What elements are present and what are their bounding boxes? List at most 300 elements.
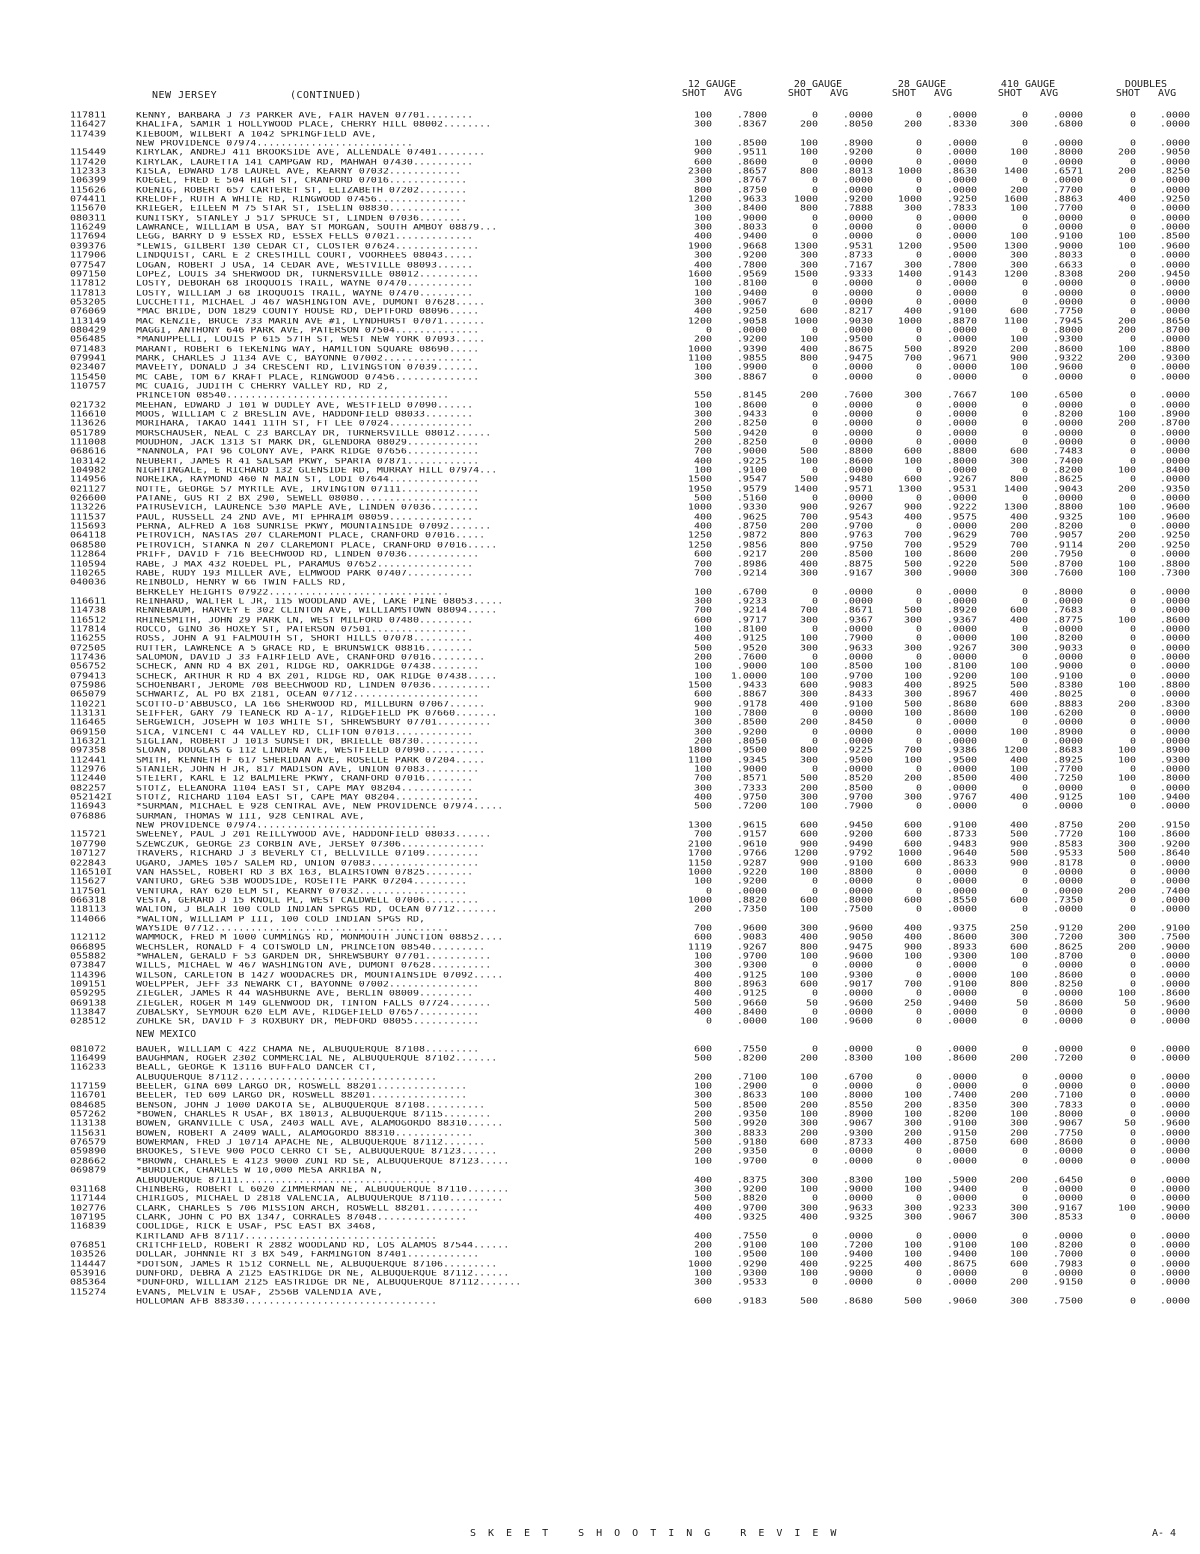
- shot-doubles: 200: [1117, 886, 1136, 896]
- avg-12: .7550: [736, 1231, 767, 1241]
- shot-28: 0: [915, 1082, 922, 1091]
- avg-doubles: .0000: [1159, 447, 1190, 457]
- avg-28: .9400: [946, 1185, 977, 1194]
- avg-12: .9390: [736, 344, 767, 354]
- avg-doubles: .0000: [1159, 1147, 1190, 1157]
- shot-12: 100: [693, 139, 712, 148]
- avg-410: .6200: [1052, 709, 1083, 718]
- shot-doubles: 0: [1129, 597, 1136, 606]
- avg-28: .0000: [946, 288, 977, 298]
- avg-410: .0000: [1052, 223, 1083, 232]
- member-id: 112864: [70, 550, 107, 559]
- shot-20: 200: [799, 120, 818, 130]
- avg-28: .0000: [946, 466, 977, 475]
- shot-doubles: 500: [1117, 849, 1136, 858]
- avg-410: .7350: [1052, 896, 1083, 905]
- shot-410: 0: [1021, 1231, 1028, 1241]
- shot-12: 300: [693, 1185, 712, 1194]
- shot-410: 0: [1021, 223, 1028, 232]
- avg-doubles: .0000: [1159, 1297, 1190, 1306]
- avg-doubles: .0000: [1159, 1008, 1190, 1017]
- shot-28: 100: [903, 550, 922, 559]
- member-id: 059890: [70, 1147, 107, 1157]
- table-row: [70, 402, 1200, 409]
- avg-12: .9300: [736, 961, 767, 971]
- avg-12: .8375: [736, 1175, 767, 1185]
- member-name-address: ZIEGLER, JAMES R 44 WASHBURNE AVE, BERLIN 08009.........: [136, 990, 474, 998]
- member-name-address: MAC KENZIE, BRUCE 733 MARIN AVE #1, LYNDHURST 07071.......: [136, 317, 486, 325]
- avg-doubles: .0000: [1159, 1072, 1190, 1082]
- avg-12: .9700: [736, 1203, 767, 1213]
- avg-28: .0000: [946, 335, 977, 345]
- shot-doubles: 200: [1117, 167, 1136, 176]
- member-name-address: *WHALEN, GERALD F 53 GARDEN DR, SHREWSBURY 07701...........: [136, 952, 492, 960]
- avg-20: .8050: [842, 120, 873, 130]
- shot-doubles: 0: [1129, 204, 1136, 214]
- shot-doubles: 0: [1129, 288, 1136, 298]
- shot-28: 0: [915, 1231, 922, 1241]
- avg-28: .9671: [946, 354, 977, 363]
- member-name-address: BEELER, GINA 609 LARGO DR, ROSWELL 88201...............: [136, 1083, 468, 1091]
- avg-12: .9125: [736, 970, 767, 980]
- shot-410: 0: [1021, 1269, 1028, 1278]
- avg-doubles: .8000: [1159, 774, 1190, 784]
- avg-28: .0000: [946, 727, 977, 737]
- avg-28: .0000: [946, 185, 977, 195]
- avg-doubles: .0000: [1159, 214, 1190, 223]
- avg-20: .8433: [842, 690, 873, 700]
- avg-28: .0000: [946, 111, 977, 120]
- avg-20: .0000: [842, 466, 873, 475]
- avg-28: .8600: [946, 1054, 977, 1063]
- shot-doubles: 0: [1129, 952, 1136, 961]
- shot-doubles: 0: [1129, 1138, 1136, 1147]
- member-id: 065079: [70, 690, 107, 700]
- table-row: [70, 131, 1200, 138]
- shot-410: 300: [1009, 456, 1028, 466]
- avg-20: .9300: [842, 970, 873, 980]
- member-id: 115721: [70, 830, 107, 840]
- member-name-address: EVANS, MELVIN E USAF, 2556B VALENDIA AVE,: [136, 1288, 383, 1296]
- table-row: [70, 168, 1200, 175]
- shot-doubles: 0: [1129, 896, 1136, 905]
- avg-410: .8380: [1052, 681, 1083, 690]
- shot-20: 0: [811, 279, 818, 288]
- member-name-address: *BOWEN, CHARLES R USAF, BX 18013, ALBUQUERQUE 87115........: [136, 1111, 492, 1119]
- avg-doubles: .0000: [1159, 1082, 1190, 1091]
- shot-28: 0: [915, 494, 922, 503]
- shot-12: 900: [693, 148, 712, 158]
- member-id: 053916: [70, 1269, 107, 1278]
- shot-20: 100: [799, 802, 818, 812]
- member-name-address: KIRYLAK, LAURETTA 141 CAMPGAW RD, MAHWAH 07430..........: [136, 158, 474, 166]
- table-row: [70, 1223, 1200, 1230]
- table-row: [70, 187, 1200, 194]
- shot-12: 700: [693, 447, 712, 457]
- shot-410: 0: [1021, 326, 1028, 335]
- member-id: 115626: [70, 185, 107, 195]
- avg-410: .9325: [1052, 513, 1083, 522]
- shot-20: 800: [799, 746, 818, 756]
- member-id: 117906: [70, 251, 107, 260]
- member-name-address: RENNEBAUM, HARVEY E 302 CLINTON AVE, WILLIAMSTOWN 08094.....: [136, 607, 498, 615]
- avg-28: .0000: [946, 587, 977, 597]
- avg-doubles: .9600: [1159, 1119, 1190, 1129]
- shot-410: 1400: [1003, 167, 1028, 176]
- shot-20: 100: [799, 456, 818, 466]
- shot-410: 0: [1021, 868, 1028, 877]
- shot-12: 500: [693, 998, 712, 1008]
- shot-410: 200: [1009, 1054, 1028, 1063]
- member-name-address: BAUGHMAN, ROGER 2302 COMMERCIAL NE, ALBUQUERQUE 87102.......: [136, 1055, 498, 1063]
- avg-28: .0000: [946, 223, 977, 232]
- member-id: 116249: [70, 223, 107, 232]
- member-name-address: PRIFF, DAVID F 716 BEECHWOOD RD, LINDEN 07036............: [136, 551, 480, 559]
- table-row: [70, 318, 1200, 325]
- avg-20: .9475: [842, 354, 873, 363]
- member-id: 116512: [70, 615, 107, 625]
- avg-20: .9050: [842, 933, 873, 943]
- member-name-address: COOLIDGE, RICK E USAF, PSC EAST BX 3468,: [136, 1223, 377, 1231]
- shot-12: 200: [693, 335, 712, 345]
- table-row: [70, 262, 1200, 269]
- avg-12: .8367: [736, 120, 767, 130]
- member-id: 081072: [70, 1044, 107, 1054]
- avg-410: .0000: [1052, 494, 1083, 503]
- shot-28: 0: [915, 961, 922, 971]
- member-id: 112976: [70, 765, 107, 774]
- shot-410: 400: [1009, 821, 1028, 830]
- avg-doubles: .9300: [1159, 755, 1190, 765]
- shot-410: 1100: [1003, 316, 1028, 326]
- shot-doubles: 100: [1117, 513, 1136, 522]
- table-row: [70, 1205, 1200, 1212]
- avg-410: .0000: [1052, 298, 1083, 307]
- avg-12: .8571: [736, 774, 767, 784]
- member-name-address: MC CABE, TOM 67 KRAFT PLACE, RINGWOOD 07456..............: [136, 373, 480, 381]
- avg-doubles: .9150: [1159, 821, 1190, 830]
- avg-410: .0000: [1052, 961, 1083, 971]
- shot-12: 500: [693, 1054, 712, 1063]
- avg-doubles: .0000: [1159, 1175, 1190, 1185]
- avg-20: .8300: [842, 1054, 873, 1063]
- avg-410: .7700: [1052, 765, 1083, 774]
- shot-20: 900: [799, 858, 818, 868]
- shot-doubles: 100: [1117, 615, 1136, 625]
- shot-410: 100: [1009, 232, 1028, 242]
- shot-410: 0: [1021, 466, 1028, 475]
- shot-doubles: 0: [1129, 120, 1136, 130]
- member-id: 021127: [70, 484, 107, 494]
- table-row: [70, 1139, 1200, 1146]
- shot-doubles: 0: [1129, 372, 1136, 382]
- shot-410: 0: [1021, 1008, 1028, 1017]
- shot-doubles: 0: [1129, 671, 1136, 681]
- avg-20: .0000: [842, 438, 873, 447]
- avg-28: .9067: [946, 1213, 977, 1222]
- avg-410: .0000: [1052, 139, 1083, 148]
- member-name-address: VESTA, GERARD J 15 KNOLL PL, WEST CALDWELL 07006.........: [136, 896, 480, 904]
- member-id: 079941: [70, 354, 107, 363]
- shot-410: 0: [1021, 802, 1028, 812]
- avg-410: .7600: [1052, 569, 1083, 578]
- shot-doubles: 0: [1129, 157, 1136, 167]
- shot-12: 100: [693, 625, 712, 634]
- shot-doubles: 0: [1129, 456, 1136, 466]
- avg-12: .6700: [736, 587, 767, 597]
- shot-28: 0: [915, 587, 922, 597]
- shot-20: 800: [799, 204, 818, 214]
- member-id: 064118: [70, 531, 107, 541]
- avg-410: .6500: [1052, 391, 1083, 401]
- shot-12: 400: [693, 1175, 712, 1185]
- table-row: [70, 888, 1200, 895]
- shot-doubles: 100: [1117, 344, 1136, 354]
- table-row: [70, 140, 1200, 147]
- shot-28: 900: [903, 503, 922, 513]
- avg-410: .8625: [1052, 942, 1083, 952]
- avg-12: .8100: [736, 625, 767, 634]
- shot-doubles: 0: [1129, 111, 1136, 120]
- avg-doubles: .0000: [1159, 709, 1190, 718]
- avg-28: .9220: [946, 559, 977, 569]
- member-name-address: MARANT, ROBERT 6 TEKENING WAY, HAMILTON SQUARE 08690.....: [136, 345, 480, 353]
- shot-28: 700: [903, 531, 922, 541]
- shot-20: 300: [799, 690, 818, 700]
- avg-28: .9640: [946, 849, 977, 858]
- shot-20: 1300: [793, 242, 818, 251]
- member-id: 115627: [70, 877, 107, 886]
- avg-20: .7900: [842, 634, 873, 644]
- table-row: [70, 579, 1200, 586]
- avg-410: .9033: [1052, 643, 1083, 653]
- avg-doubles: .0000: [1159, 223, 1190, 232]
- shot-20: 300: [799, 569, 818, 578]
- member-name-address: MORSCHAUSER, NEAL C 23 BARCLAY DR, TURNERSVILLE 08012......: [136, 429, 492, 437]
- shot-28: 600: [903, 830, 922, 840]
- shot-doubles: 0: [1129, 428, 1136, 438]
- shot-28: 900: [903, 942, 922, 952]
- member-name-address: MORIHARA, TAKAO 1441 11TH ST, FT LEE 07024..............: [136, 420, 474, 428]
- avg-20: .0000: [842, 1082, 873, 1091]
- shot-410: 800: [1009, 475, 1028, 485]
- shot-410: 0: [1021, 1147, 1028, 1157]
- avg-20: .8800: [842, 868, 873, 877]
- shot-12: 100: [693, 765, 712, 774]
- avg-410: .0000: [1052, 1194, 1083, 1203]
- member-id: 116610: [70, 410, 107, 419]
- shot-20: 0: [811, 886, 818, 896]
- table-row: [70, 411, 1200, 418]
- shot-28: 100: [903, 662, 922, 672]
- shot-20: 1400: [793, 484, 818, 494]
- table-row: [70, 280, 1200, 287]
- avg-12: .8986: [736, 559, 767, 569]
- avg-doubles: .0000: [1159, 111, 1190, 120]
- table-row: [70, 757, 1200, 764]
- member-id: 116510I: [70, 868, 113, 877]
- shot-doubles: 0: [1129, 1269, 1136, 1278]
- shot-doubles: 0: [1129, 550, 1136, 559]
- shot-12: 2300: [687, 167, 712, 176]
- member-id: 117439: [70, 129, 107, 139]
- table-row: [70, 1111, 1200, 1118]
- avg-28: .0000: [946, 214, 977, 223]
- avg-28: .8330: [946, 120, 977, 130]
- avg-doubles: .0000: [1159, 690, 1190, 700]
- avg-20: .9450: [842, 821, 873, 830]
- member-id: 084685: [70, 1100, 107, 1110]
- shot-410: 600: [1009, 699, 1028, 709]
- member-name-address: MARK, CHARLES J 1134 AVE C, BAYONNE 07002...............: [136, 354, 474, 362]
- shot-20: 0: [811, 185, 818, 195]
- table-row: [70, 374, 1200, 381]
- avg-doubles: .8700: [1159, 326, 1190, 335]
- avg-20: .0000: [842, 597, 873, 606]
- member-id: 117159: [70, 1082, 107, 1091]
- shot-410: 400: [1009, 755, 1028, 765]
- avg-doubles: .0000: [1159, 1241, 1190, 1250]
- table-row: [70, 205, 1200, 212]
- shot-doubles: 0: [1129, 1082, 1136, 1091]
- shot-410: 0: [1021, 783, 1028, 793]
- shot-12: 800: [693, 185, 712, 195]
- member-id: 097150: [70, 270, 107, 279]
- table-row: [70, 860, 1200, 867]
- avg-doubles: .0000: [1159, 643, 1190, 653]
- avg-410: .8700: [1052, 952, 1083, 961]
- shot-410: 300: [1009, 260, 1028, 270]
- col-head-410-gauge: 410 GAUGE SHOT AVG: [997, 79, 1059, 99]
- member-id: 080311: [70, 214, 107, 223]
- avg-20: .8875: [842, 559, 873, 569]
- avg-doubles: .8700: [1159, 419, 1190, 429]
- shot-doubles: 50: [1123, 1119, 1136, 1129]
- shot-20: 0: [811, 1157, 818, 1166]
- table-row: [70, 523, 1200, 530]
- shot-28: 0: [915, 428, 922, 438]
- member-name-address: NIGHTINGALE, E RICHARD 132 GLENSIDE RD, MURRAY HILL 07974...: [136, 467, 498, 475]
- avg-410: .8900: [1052, 727, 1083, 737]
- table-row: [70, 243, 1200, 250]
- avg-20: .9167: [842, 569, 873, 578]
- table-row: [70, 551, 1200, 558]
- avg-12: .9200: [736, 251, 767, 260]
- avg-20: .9000: [842, 1185, 873, 1194]
- shot-410: 100: [1009, 952, 1028, 961]
- avg-doubles: .8600: [1159, 615, 1190, 625]
- shot-410: 300: [1009, 120, 1028, 130]
- member-name-address: *DUNFORD, WILLIAM 2125 EASTRIDGE DR NE, ALBUQUERQUE 87112.......: [136, 1279, 522, 1287]
- avg-20: .8680: [842, 1297, 873, 1306]
- shot-410: 50: [1015, 998, 1028, 1008]
- avg-20: .9763: [842, 531, 873, 541]
- shot-doubles: 200: [1117, 316, 1136, 326]
- avg-12: .9250: [736, 307, 767, 317]
- avg-410: .9167: [1052, 1203, 1083, 1213]
- shot-28: 300: [903, 793, 922, 802]
- member-name-address: UGARO, JAMES 1057 SALEM RD, UNION 07083..................: [136, 859, 480, 867]
- avg-410: .8600: [1052, 998, 1083, 1008]
- member-id: 103526: [70, 1250, 107, 1260]
- avg-28: .0000: [946, 1269, 977, 1278]
- shot-28: 200: [903, 1129, 922, 1138]
- shot-12: 1500: [687, 681, 712, 690]
- shot-28: 0: [915, 877, 922, 886]
- shot-20: 0: [811, 597, 818, 606]
- member-id: 028512: [70, 1017, 107, 1027]
- avg-410: .8883: [1052, 699, 1083, 709]
- member-name-address: LOSTY, WILLIAM J 68 IROQUOIS TRAIL, WAYNE 07470.........: [136, 289, 474, 297]
- avg-410: .7483: [1052, 447, 1083, 457]
- avg-410: .7683: [1052, 606, 1083, 616]
- table-row: [70, 448, 1200, 455]
- shot-doubles: 100: [1117, 681, 1136, 690]
- shot-28: 0: [915, 868, 922, 877]
- shot-12: 200: [693, 905, 712, 915]
- avg-410: .0000: [1052, 737, 1083, 746]
- shot-28: 100: [903, 456, 922, 466]
- avg-28: .0000: [946, 886, 977, 896]
- avg-410: .8000: [1052, 148, 1083, 158]
- avg-28: .9367: [946, 615, 977, 625]
- table-row: [70, 1000, 1200, 1007]
- shot-28: 400: [903, 1138, 922, 1147]
- member-id: 115631: [70, 1129, 107, 1138]
- avg-20: .8500: [842, 783, 873, 793]
- shot-12: 300: [693, 298, 712, 307]
- avg-28: .9222: [946, 503, 977, 513]
- shot-12: 100: [693, 400, 712, 410]
- shot-28: 400: [903, 307, 922, 317]
- shot-doubles: 300: [1117, 840, 1136, 849]
- avg-410: .7200: [1052, 1054, 1083, 1063]
- table-row: [70, 271, 1200, 278]
- shot-410: 100: [1009, 148, 1028, 158]
- avg-20: .0000: [842, 494, 873, 503]
- shot-410: 300: [1009, 251, 1028, 260]
- avg-410: .8178: [1052, 858, 1083, 868]
- shot-20: 100: [799, 1185, 818, 1194]
- avg-12: .2900: [736, 1082, 767, 1091]
- shot-28: 0: [915, 727, 922, 737]
- avg-28: .0000: [946, 597, 977, 606]
- avg-28: .9400: [946, 998, 977, 1008]
- member-name-address: MAVEETY, DONALD J 34 CRESCENT RD, LIVINGSTON 07039.......: [136, 364, 480, 372]
- shot-doubles: 0: [1129, 1213, 1136, 1222]
- shot-28: 0: [915, 886, 922, 896]
- shot-doubles: 0: [1129, 1129, 1136, 1138]
- shot-28: 1000: [897, 316, 922, 326]
- avg-28: .8500: [946, 774, 977, 784]
- shot-doubles: 0: [1129, 214, 1136, 223]
- table-row: [70, 364, 1200, 371]
- avg-doubles: .0000: [1159, 120, 1190, 130]
- shot-doubles: 0: [1129, 1100, 1136, 1110]
- table-row: [70, 1092, 1200, 1099]
- table-row: [70, 420, 1200, 427]
- shot-20: 0: [811, 1278, 818, 1288]
- shot-doubles: 0: [1129, 298, 1136, 307]
- shot-410: 200: [1009, 522, 1028, 531]
- avg-doubles: .9600: [1159, 242, 1190, 251]
- avg-28: .9767: [946, 793, 977, 802]
- table-row: [70, 1289, 1200, 1296]
- member-name-address: SCHECK, ANN RD 4 BX 201, RIDGE RD, OAKRIDGE 07438........: [136, 663, 480, 671]
- table-row: [70, 327, 1200, 334]
- shot-12: 0: [705, 1017, 712, 1027]
- member-id: 076579: [70, 1138, 107, 1147]
